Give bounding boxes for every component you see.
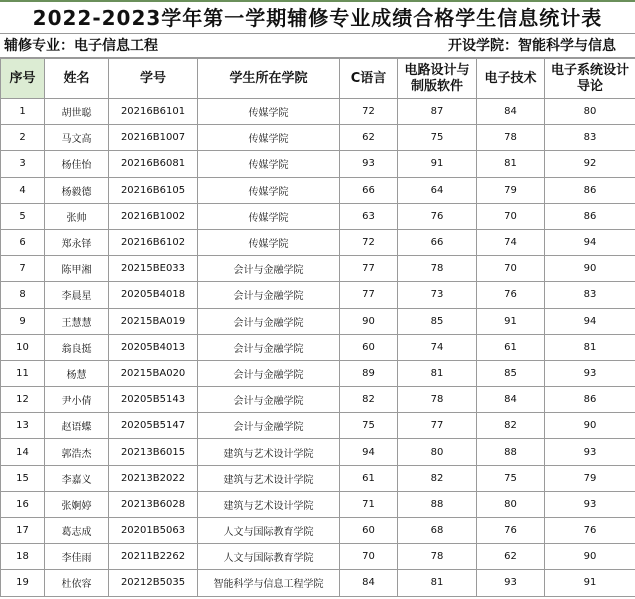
cell-student-id[interactable]: 20215BA020 — [109, 360, 198, 386]
cell-index[interactable]: 13 — [1, 413, 45, 439]
cell-college[interactable]: 会计与金融学院 — [198, 360, 340, 386]
cell-college[interactable]: 传媒学院 — [198, 177, 340, 203]
cell-system-design[interactable]: 81 — [545, 334, 635, 360]
cell-system-design[interactable]: 94 — [545, 308, 635, 334]
cell-c-language[interactable]: 89 — [340, 360, 398, 386]
cell-student-id[interactable]: 20215BA019 — [109, 308, 198, 334]
cell-college[interactable]: 人文与国际教育学院 — [198, 518, 340, 544]
cell-electronics[interactable]: 91 — [477, 308, 545, 334]
cell-student-id[interactable]: 20216B6081 — [109, 151, 198, 177]
cell-system-design[interactable]: 90 — [545, 413, 635, 439]
table-row — [1, 256, 635, 282]
cell-student-id[interactable]: 20216B6105 — [109, 177, 198, 203]
info-row — [0, 34, 635, 58]
cell-student-id[interactable]: 20216B6102 — [109, 229, 198, 255]
cell-student-id[interactable]: 20212B5035 — [109, 570, 198, 596]
header-electronics[interactable]: 电子技术 — [477, 59, 545, 99]
cell-student-id[interactable]: 20213B6028 — [109, 491, 198, 517]
cell-c-language[interactable]: 75 — [340, 413, 398, 439]
cell-electronics[interactable]: 61 — [477, 334, 545, 360]
table-row — [1, 570, 635, 596]
cell-c-language[interactable]: 71 — [340, 491, 398, 517]
header-system-design[interactable]: 电子系统设计导论 — [545, 59, 635, 99]
table-row — [1, 99, 635, 125]
table-row — [1, 439, 635, 465]
cell-index[interactable]: 10 — [1, 334, 45, 360]
cell-system-design[interactable]: 83 — [545, 282, 635, 308]
cell-circuit-design[interactable]: 82 — [398, 465, 477, 491]
cell-system-design[interactable]: 86 — [545, 203, 635, 229]
cell-name[interactable]: 陈甲湘 — [45, 256, 109, 282]
cell-college[interactable]: 建筑与艺术设计学院 — [198, 491, 340, 517]
cell-student-id[interactable]: 20205B5143 — [109, 387, 198, 413]
cell-college[interactable]: 会计与金融学院 — [198, 387, 340, 413]
cell-c-language[interactable]: 60 — [340, 518, 398, 544]
cell-name[interactable]: 李佳雨 — [45, 544, 109, 570]
cell-college[interactable]: 传媒学院 — [198, 151, 340, 177]
cell-student-id[interactable]: 20205B5147 — [109, 413, 198, 439]
cell-system-design[interactable]: 83 — [545, 125, 635, 151]
cell-name[interactable]: 张帅 — [45, 203, 109, 229]
cell-system-design[interactable]: 80 — [545, 99, 635, 125]
cell-circuit-design[interactable]: 77 — [398, 413, 477, 439]
cell-electronics[interactable]: 79 — [477, 177, 545, 203]
cell-electronics[interactable]: 80 — [477, 491, 545, 517]
grades-table — [0, 58, 635, 597]
cell-name[interactable]: 杨毅德 — [45, 177, 109, 203]
cell-name[interactable]: 葛志成 — [45, 518, 109, 544]
table-row — [1, 229, 635, 255]
cell-name[interactable]: 翁良挺 — [45, 334, 109, 360]
cell-student-id[interactable]: 20205B4013 — [109, 334, 198, 360]
cell-c-language[interactable]: 90 — [340, 308, 398, 334]
table-row — [1, 125, 635, 151]
cell-college[interactable]: 会计与金融学院 — [198, 282, 340, 308]
cell-c-language[interactable]: 82 — [340, 387, 398, 413]
table-row — [1, 151, 635, 177]
cell-circuit-design[interactable]: 88 — [398, 491, 477, 517]
cell-c-language[interactable]: 93 — [340, 151, 398, 177]
cell-student-id[interactable]: 20216B6101 — [109, 99, 198, 125]
cell-circuit-design[interactable]: 75 — [398, 125, 477, 151]
cell-name[interactable]: 马文高 — [45, 125, 109, 151]
cell-c-language[interactable]: 94 — [340, 439, 398, 465]
cell-name[interactable]: 杜依容 — [45, 570, 109, 596]
cell-index[interactable]: 4 — [1, 177, 45, 203]
cell-circuit-design[interactable]: 85 — [398, 308, 477, 334]
cell-index[interactable]: 12 — [1, 387, 45, 413]
cell-name[interactable]: 王慧慧 — [45, 308, 109, 334]
cell-name[interactable]: 尹小倩 — [45, 387, 109, 413]
cell-circuit-design[interactable]: 80 — [398, 439, 477, 465]
cell-name[interactable]: 杨佳怡 — [45, 151, 109, 177]
cell-electronics[interactable]: 88 — [477, 439, 545, 465]
cell-system-design[interactable]: 90 — [545, 256, 635, 282]
cell-c-language[interactable]: 61 — [340, 465, 398, 491]
cell-circuit-design[interactable]: 78 — [398, 256, 477, 282]
cell-c-language[interactable]: 84 — [340, 570, 398, 596]
cell-index[interactable]: 14 — [1, 439, 45, 465]
cell-index[interactable]: 2 — [1, 125, 45, 151]
cell-index[interactable]: 7 — [1, 256, 45, 282]
table-body — [1, 99, 635, 597]
cell-college[interactable]: 传媒学院 — [198, 229, 340, 255]
cell-c-language[interactable]: 66 — [340, 177, 398, 203]
cell-c-language[interactable]: 77 — [340, 282, 398, 308]
cell-college[interactable]: 会计与金融学院 — [198, 256, 340, 282]
cell-electronics[interactable]: 81 — [477, 151, 545, 177]
cell-index[interactable]: 19 — [1, 570, 45, 596]
cell-name[interactable]: 李晨星 — [45, 282, 109, 308]
sheet-title: 2022-2023学年第一学期辅修专业成绩合格学生信息统计表 — [0, 0, 635, 34]
table-row — [1, 387, 635, 413]
cell-college[interactable]: 会计与金融学院 — [198, 334, 340, 360]
cell-index[interactable]: 6 — [1, 229, 45, 255]
header-row — [1, 59, 635, 99]
cell-student-id[interactable]: 20213B2022 — [109, 465, 198, 491]
cell-electronics[interactable]: 74 — [477, 229, 545, 255]
cell-index[interactable]: 18 — [1, 544, 45, 570]
cell-name[interactable]: 胡世聪 — [45, 99, 109, 125]
cell-name[interactable]: 郭浩杰 — [45, 439, 109, 465]
cell-college[interactable]: 传媒学院 — [198, 99, 340, 125]
cell-name[interactable]: 李嘉义 — [45, 465, 109, 491]
cell-system-design[interactable]: 92 — [545, 151, 635, 177]
cell-college[interactable]: 建筑与艺术设计学院 — [198, 465, 340, 491]
cell-c-language[interactable]: 72 — [340, 99, 398, 125]
table-row — [1, 282, 635, 308]
cell-circuit-design[interactable]: 78 — [398, 387, 477, 413]
cell-index[interactable]: 16 — [1, 491, 45, 517]
cell-electronics[interactable]: 84 — [477, 387, 545, 413]
cell-electronics[interactable]: 85 — [477, 360, 545, 386]
cell-student-id[interactable]: 20216B1007 — [109, 125, 198, 151]
cell-name[interactable]: 赵语蝶 — [45, 413, 109, 439]
cell-electronics[interactable]: 70 — [477, 256, 545, 282]
cell-index[interactable]: 11 — [1, 360, 45, 386]
cell-college[interactable]: 传媒学院 — [198, 203, 340, 229]
cell-electronics[interactable]: 62 — [477, 544, 545, 570]
cell-electronics[interactable]: 78 — [477, 125, 545, 151]
cell-college[interactable]: 会计与金融学院 — [198, 413, 340, 439]
table-row — [1, 518, 635, 544]
cell-student-id[interactable]: 20216B1002 — [109, 203, 198, 229]
cell-system-design[interactable]: 93 — [545, 360, 635, 386]
header-circuit-design[interactable]: 电路设计与制版软件 — [398, 59, 477, 99]
table-row — [1, 203, 635, 229]
cell-system-design[interactable]: 91 — [545, 570, 635, 596]
table-row — [1, 491, 635, 517]
header-college[interactable]: 学生所在学院 — [198, 59, 340, 99]
cell-system-design[interactable]: 93 — [545, 439, 635, 465]
cell-college[interactable]: 智能科学与信息工程学院 — [198, 570, 340, 596]
table-row — [1, 465, 635, 491]
header-c-language[interactable]: C语言 — [340, 59, 398, 99]
cell-circuit-design[interactable]: 64 — [398, 177, 477, 203]
cell-electronics[interactable]: 84 — [477, 99, 545, 125]
table-row — [1, 360, 635, 386]
cell-system-design[interactable]: 94 — [545, 229, 635, 255]
cell-circuit-design[interactable]: 81 — [398, 360, 477, 386]
cell-system-design[interactable]: 79 — [545, 465, 635, 491]
cell-index[interactable]: 9 — [1, 308, 45, 334]
table-row — [1, 308, 635, 334]
cell-circuit-design[interactable]: 68 — [398, 518, 477, 544]
cell-circuit-design[interactable]: 76 — [398, 203, 477, 229]
cell-college[interactable]: 会计与金融学院 — [198, 308, 340, 334]
cell-circuit-design[interactable]: 87 — [398, 99, 477, 125]
cell-name[interactable]: 郑永铎 — [45, 229, 109, 255]
header-student-id[interactable]: 学号 — [109, 59, 198, 99]
minor-major-label: 辅修专业：电子信息工程 — [4, 38, 158, 54]
cell-circuit-design[interactable]: 81 — [398, 570, 477, 596]
table-row — [1, 177, 635, 203]
cell-c-language[interactable]: 77 — [340, 256, 398, 282]
cell-index[interactable]: 1 — [1, 99, 45, 125]
cell-electronics[interactable]: 75 — [477, 465, 545, 491]
cell-college[interactable]: 建筑与艺术设计学院 — [198, 439, 340, 465]
cell-system-design[interactable]: 86 — [545, 387, 635, 413]
cell-c-language[interactable]: 60 — [340, 334, 398, 360]
cell-circuit-design[interactable]: 73 — [398, 282, 477, 308]
cell-electronics[interactable]: 82 — [477, 413, 545, 439]
cell-c-language[interactable]: 62 — [340, 125, 398, 151]
cell-student-id[interactable]: 20205B4018 — [109, 282, 198, 308]
cell-student-id[interactable]: 20211B2262 — [109, 544, 198, 570]
cell-index[interactable]: 3 — [1, 151, 45, 177]
cell-c-language[interactable]: 70 — [340, 544, 398, 570]
cell-index[interactable]: 17 — [1, 518, 45, 544]
cell-college[interactable]: 传媒学院 — [198, 125, 340, 151]
cell-system-design[interactable]: 86 — [545, 177, 635, 203]
cell-system-design[interactable]: 93 — [545, 491, 635, 517]
cell-c-language[interactable]: 72 — [340, 229, 398, 255]
header-name[interactable]: 姓名 — [45, 59, 109, 99]
offering-college-label: 开设学院：智能科学与信息 — [448, 38, 616, 54]
cell-electronics[interactable]: 70 — [477, 203, 545, 229]
cell-system-design[interactable]: 90 — [545, 544, 635, 570]
header-index[interactable]: 序号 — [1, 59, 45, 99]
cell-circuit-design[interactable]: 66 — [398, 229, 477, 255]
table-row — [1, 413, 635, 439]
cell-student-id[interactable]: 20215BE033 — [109, 256, 198, 282]
cell-c-language[interactable]: 63 — [340, 203, 398, 229]
cell-index[interactable]: 8 — [1, 282, 45, 308]
cell-circuit-design[interactable]: 91 — [398, 151, 477, 177]
cell-electronics[interactable]: 76 — [477, 282, 545, 308]
cell-college[interactable]: 人文与国际教育学院 — [198, 544, 340, 570]
table-row — [1, 334, 635, 360]
cell-name[interactable]: 杨慧 — [45, 360, 109, 386]
cell-name[interactable]: 张婀婷 — [45, 491, 109, 517]
cell-electronics[interactable]: 93 — [477, 570, 545, 596]
cell-student-id[interactable]: 20213B6015 — [109, 439, 198, 465]
cell-system-design[interactable]: 76 — [545, 518, 635, 544]
cell-electronics[interactable]: 76 — [477, 518, 545, 544]
table-row — [1, 544, 635, 570]
cell-student-id[interactable]: 20201B5063 — [109, 518, 198, 544]
cell-index[interactable]: 15 — [1, 465, 45, 491]
cell-circuit-design[interactable]: 78 — [398, 544, 477, 570]
cell-circuit-design[interactable]: 74 — [398, 334, 477, 360]
cell-index[interactable]: 5 — [1, 203, 45, 229]
